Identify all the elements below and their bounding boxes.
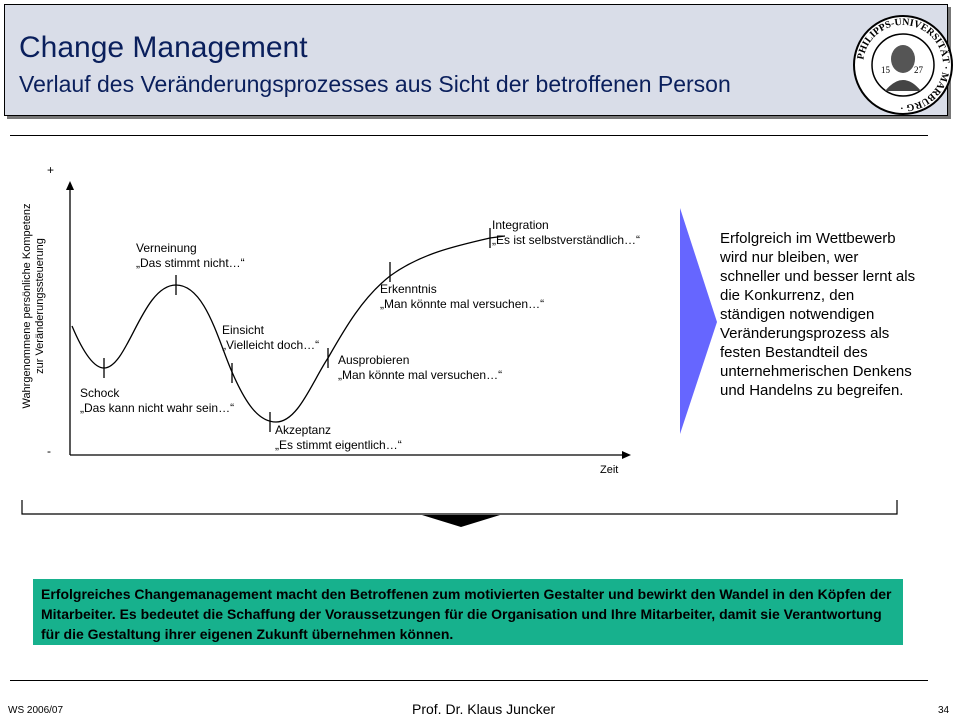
slide-subtitle: Verlauf des Veränderungsprozesses aus Sicht der betroffenen Person [19, 71, 731, 97]
x-axis-arrowhead [622, 451, 631, 459]
bottom-divider [10, 680, 928, 681]
y-axis-minus-label: - [47, 444, 51, 458]
x-axis-title: Zeit [600, 464, 619, 476]
y-axis-title: Wahrgenommene persönliche Kompetenz zur Veränderungssteuerung [21, 203, 46, 409]
phase-label-akzeptanz: Akzeptanz „Es stimmt eigentlich…“ [275, 423, 402, 452]
phase-label-erkenntnis: Erkenntnis „Man könnte mal versuchen…“ [380, 282, 545, 311]
phase-label-ausprobieren: Ausprobieren „Man könnte mal versuchen…“ [338, 353, 503, 382]
phase-label-verneinung: Verneinung „Das stimmt nicht…“ [136, 241, 245, 270]
footer-page-number: 34 [938, 705, 950, 716]
conclusion-box: Erfolgreiches Changemanagement macht den Betroffenen zum motivierten Gestalter und bewirkt den Wandel in den Köpfen der Mitarbeiter. Es bedeutet die Schaffung der Voraussetzungen für die Organisation und Ihre Mitarbeiter, damit sie Verantwortung für die Gestaltung ihrer eigenen Zukunft übernehmen können. [33, 579, 903, 645]
blue-arrow-shape [680, 208, 717, 434]
y-axis-plus-label: + [47, 163, 55, 177]
y-axis-arrowhead [66, 181, 74, 190]
svg-text:PHILIPPS-UNIVERSITÄT · MARBURG: PHILIPPS-UNIVERSITÄT · MARBURG · [855, 16, 952, 114]
phase-label-einsicht: Einsicht „Vielleicht doch…“ [222, 323, 320, 352]
footer-semester: WS 2006/07 [8, 705, 64, 716]
bracket-down-arrow [422, 515, 500, 527]
svg-text:15: 15 [881, 65, 890, 75]
bracket-line [22, 500, 897, 514]
svg-text:27: 27 [914, 65, 923, 75]
slide-title: Change Management [19, 31, 308, 64]
phase-label-schock: Schock „Das kann nicht wahr sein…“ [80, 386, 235, 415]
phase-label-integration: Integration „Es ist selbstverständlich…“ [492, 218, 641, 247]
footer-author: Prof. Dr. Klaus Juncker [412, 701, 556, 717]
side-explanation-text: Erfolgreich im Wettbewerb wird nur bleiben, wer schneller und besser lernt als die Konkurrenz, den ständigen notwendigen Veränderungsprozess als festen Bestandteil des unternehmerischen Denkens und Handelns zu begreifen. [720, 230, 916, 399]
